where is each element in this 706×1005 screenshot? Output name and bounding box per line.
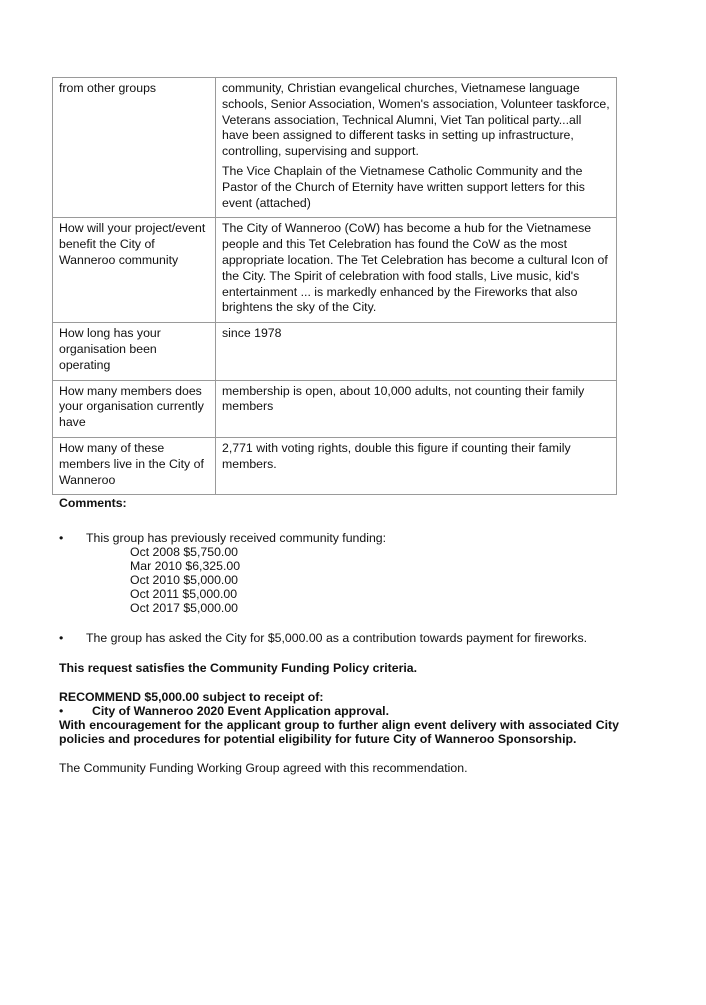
table-row <box>53 437 617 494</box>
request-text: The group has asked the City for $5,000.00 as a contribution towards payment for fireworks. <box>86 631 588 645</box>
table-row <box>53 78 617 218</box>
comments-section <box>59 496 619 775</box>
answer-paragraph: 2,771 with voting rights, double this figure if counting their family members. <box>222 440 571 471</box>
recommend-item: City of Wanneroo 2020 Event Application approval. <box>92 704 389 718</box>
table-row <box>53 380 617 437</box>
table-row <box>53 218 617 323</box>
answer-cell <box>216 218 617 323</box>
answer-cell <box>216 437 617 494</box>
answer-paragraph: The City of Wanneroo (CoW) has become a hub for the Vietnamese people and this Tet Celebration has found the CoW as the most appropriate location. The Tet Celebration has become a cultural Icon of the City. The Spirit of celebration with food stalls, Live music, kid's entertainment ... is markedly enhanced by the Fireworks that also brightens the sky of the City. <box>222 221 608 315</box>
list-item: Oct 2010 $5,000.00 <box>130 573 239 587</box>
application-details-table <box>52 77 617 495</box>
table-row <box>53 323 617 380</box>
funding-bullet <box>59 531 619 615</box>
request-bullet <box>59 631 619 645</box>
answer-paragraph: The Vice Chaplain of the Vietnamese Catholic Community and the Pastor of the Church of Eternity have written support letters for this event (attached) <box>222 163 585 210</box>
list-item: Oct 2008 $5,750.00 <box>130 545 239 559</box>
encouragement-text: With encouragement for the applicant group to further align event delivery with associated City policies and procedures for potential eligibility for future City of Wanneroo Sponsorship. <box>59 718 619 746</box>
list-item: Mar 2010 $6,325.00 <box>130 559 241 573</box>
policy-statement: This request satisfies the Community Funding Policy criteria. <box>59 661 418 675</box>
answer-cell <box>216 78 617 218</box>
list-item: Oct 2011 $5,000.00 <box>130 587 238 601</box>
answer-cell <box>216 380 617 437</box>
list-item: Oct 2017 $5,000.00 <box>130 601 239 615</box>
question-cell: from other groups <box>53 78 216 218</box>
answer-paragraph: since 1978 <box>222 326 282 341</box>
recommend-bullet <box>59 704 619 718</box>
question-cell: How long has your organisation been operating <box>53 323 216 380</box>
question-cell: How will your project/event benefit the City of Wanneroo community <box>53 218 216 323</box>
bullet-icon: • <box>59 631 64 645</box>
bullet-icon: • <box>59 704 64 718</box>
working-group-note: The Community Funding Working Group agreed with this recommendation. <box>59 761 468 775</box>
answer-cell <box>216 323 617 380</box>
comments-heading: Comments: <box>59 496 127 510</box>
recommend-heading: RECOMMEND $5,000.00 subject to receipt of: <box>59 690 324 704</box>
question-cell: How many members does your organisation currently have <box>53 380 216 437</box>
question-cell: How many of these members live in the City of Wanneroo <box>53 437 216 494</box>
answer-paragraph: membership is open, about 10,000 adults, not counting their family members <box>222 383 585 414</box>
bullet-icon: • <box>59 531 64 545</box>
funding-history-list <box>130 545 619 615</box>
answer-paragraph: community, Christian evangelical churches, Vietnamese language schools, Senior Association, Women's association, Volunteer taskforce, Veterans association, Technical Alumni, Viet Tan political party...all have been assigned to different tasks in setting up infrastructure, controlling, supervising and support. <box>222 81 610 159</box>
funding-intro: This group has previously received community funding: <box>86 531 387 545</box>
